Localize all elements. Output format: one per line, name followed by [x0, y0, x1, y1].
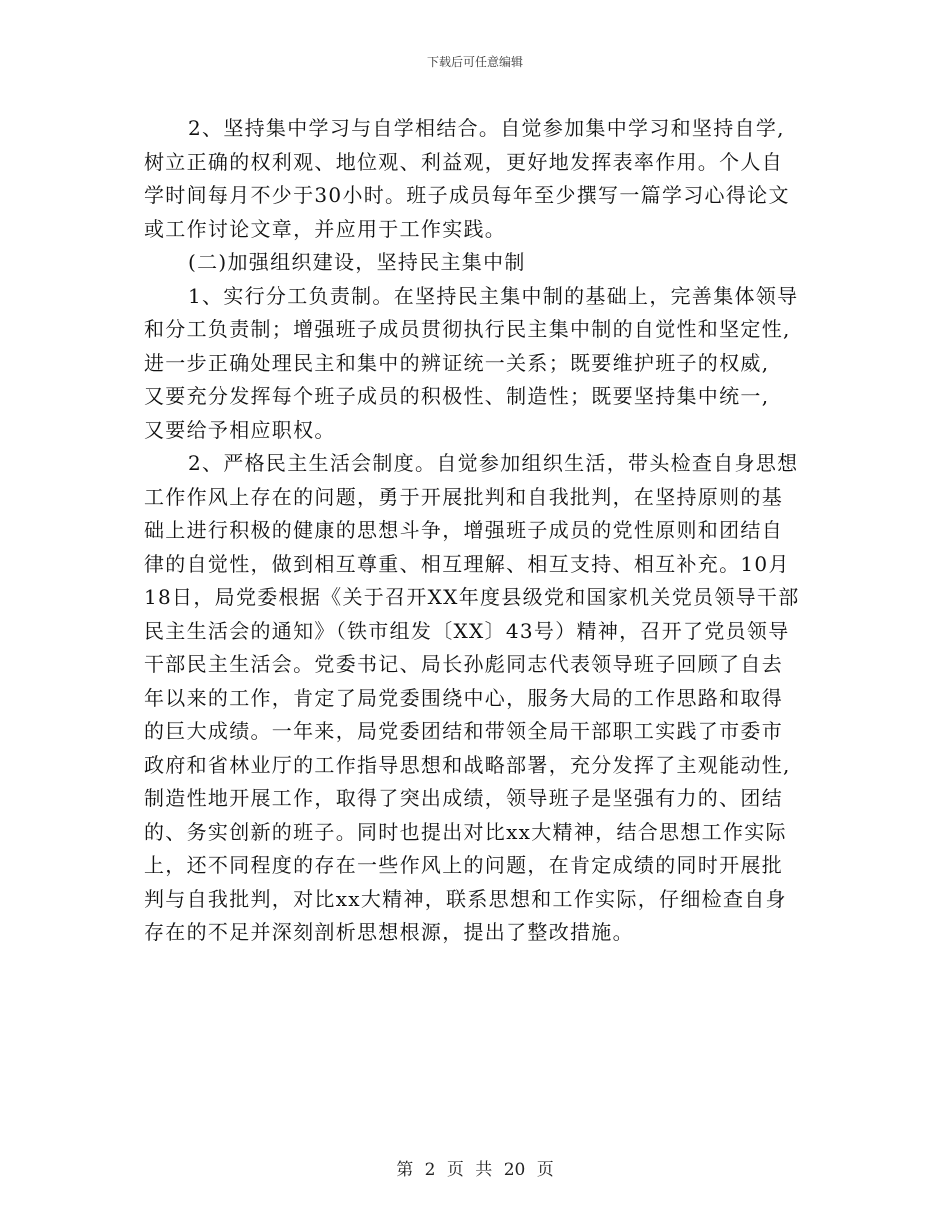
paragraph-line: 或工作讨论文章，并应用于工作实践。 — [144, 216, 507, 241]
paragraph-line: 和分工负责制；增强班子成员贯彻执行民主集中制的自觉性和坚定性, — [144, 317, 791, 341]
document-body — [144, 112, 810, 950]
paragraph-line: 础上进行积极的健康的思想斗争，增强班子成员的党性原则和团结自 — [144, 518, 783, 542]
paragraph-line: 律的自觉性，做到相互尊重、相互理解、相互支持、相互补充。10月 — [144, 551, 790, 576]
paragraph-line: 学时间每月不少于30小时。班子成员每年至少撰写一篇学习心得论文 — [144, 183, 790, 207]
page-header: 下载后可任意编辑 — [426, 55, 523, 69]
paragraph-line: 的巨大成绩。一年来，局党委团结和带领全局干部职工实践了市委市 — [144, 719, 783, 743]
paragraph-line: 树立正确的权利观、地位观、利益观，更好地发挥表率作用。个人自 — [144, 149, 783, 174]
paragraph-line: 民主生活会的通知》（铁市组发〔XX〕43号）精神，召开了党员领导 — [144, 618, 790, 643]
paragraph-line: 政府和省林业厅的工作指导思想和战略部署，充分发挥了主观能动性, — [144, 752, 791, 777]
section-heading: (二)加强组织建设，坚持民主集中制 — [188, 250, 526, 274]
paragraph-line: 1、实行分工负责制。在坚持民主集中制的基础上，完善集体领导 — [188, 283, 799, 308]
paragraph-line: 存在的不足并深刻剖析思想根源，提出了整改措施。 — [144, 920, 634, 944]
paragraph-line: 2、坚持集中学习与自学相结合。自觉参加集中学习和坚持自学, — [188, 116, 785, 140]
paragraph-line: 年以来的工作，肯定了局党委围绕中心，服务大局的工作思路和取得 — [144, 685, 783, 710]
paragraph-line: 上，还不同程度的存在一些作风上的问题，在肯定成绩的同时开展批 — [144, 853, 783, 877]
page-footer: 第 2 页 共 20 页 — [396, 1160, 554, 1180]
paragraph-line: 判与自我批判，对比xx大精神，联系思想和工作实际，仔细检查自身 — [144, 886, 787, 911]
paragraph-line: 进一步正确处理民主和集中的辨证统一关系；既要维护班子的权威, — [144, 350, 770, 375]
paragraph-line: 制造性地开展工作，取得了突出成绩，领导班子是坚强有力的、团结 — [144, 786, 783, 810]
paragraph-line: 2、严格民主生活会制度。自觉参加组织生活，带头检查自身思想 — [188, 451, 799, 475]
paragraph-line: 干部民主生活会。党委书记、局长孙彪同志代表领导班子回顾了自去 — [144, 652, 783, 676]
paragraph-line: 工作作风上存在的问题，勇于开展批判和自我批判，在坚持原则的基 — [144, 484, 783, 509]
paragraph-line: 又要给予相应职权。 — [144, 417, 336, 442]
paragraph-line: 又要充分发挥每个班子成员的积极性、制造性；既要坚持集中统一, — [144, 384, 770, 408]
paragraph-line: 18日，局党委根据《关于召开XX年度县级党和国家机关党员领导干部 — [144, 585, 800, 609]
paragraph-line: 的、务实创新的班子。同时也提出对比xx大精神，结合思想工作实际 — [144, 819, 787, 844]
